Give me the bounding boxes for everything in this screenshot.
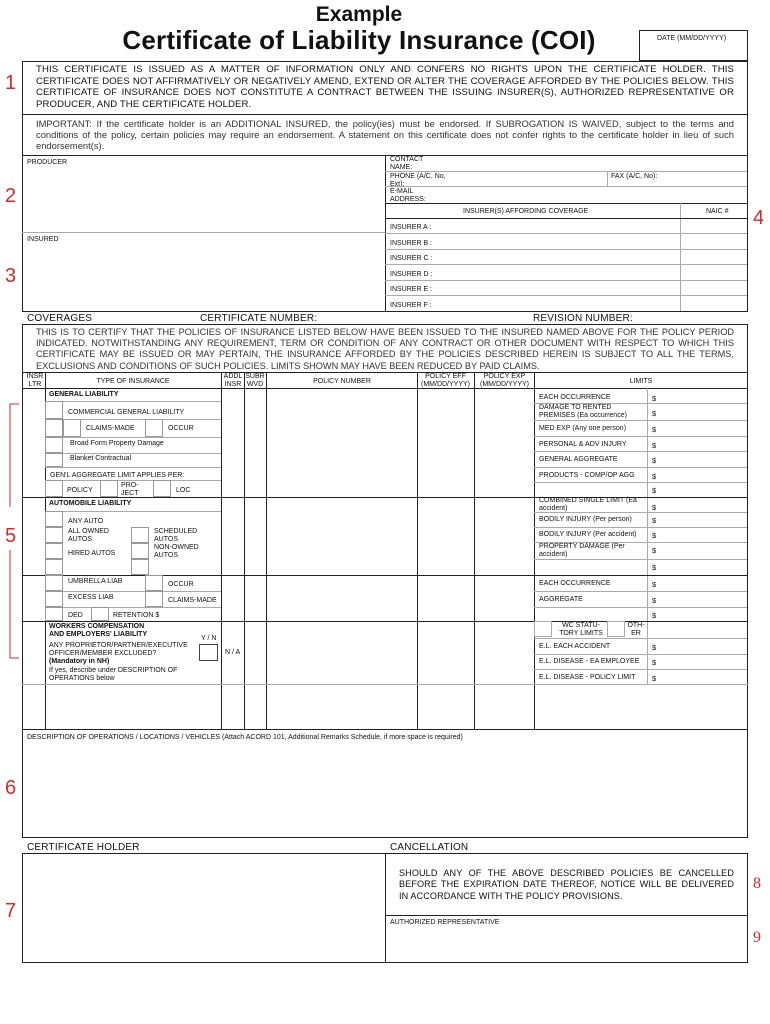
fax-label: FAX (A/C, No):	[611, 173, 658, 180]
ded-label: DED	[68, 612, 83, 619]
certificate-holder-label: CERTIFICATE HOLDER	[27, 842, 140, 853]
annotation-6: 6	[5, 777, 17, 799]
general-liability-title: GENERAL LIABILITY	[49, 391, 119, 398]
col-type: TYPE OF INSURANCE	[96, 378, 170, 385]
description-label: DESCRIPTION OF OPERATIONS / LOCATIONS / VEHICLES (Attach ACORD 101, Additional Remarks Schedule, if more space is required)	[27, 734, 463, 741]
umbrella-occur-label: OCCUR	[168, 581, 194, 588]
claims-made-label: CLAIMS-MADE	[86, 425, 135, 432]
occur-label: OCCUR	[168, 425, 194, 432]
cancellation-label: CANCELLATION	[390, 842, 469, 853]
col-policy-number: POLICY NUMBER	[313, 378, 371, 385]
wc-statutory-label: WC STATU- TORY LIMITS	[559, 622, 603, 637]
producer-label: PRODUCER	[27, 159, 68, 166]
date-label: DATE (MM/DD/YYYY)	[657, 35, 727, 42]
authorized-rep-label: AUTHORIZED REPRESENTATIVE	[390, 919, 500, 926]
phone-label: PHONE (A/C, No, Ext):	[390, 173, 446, 188]
insurer-f: INSURER F :	[390, 302, 432, 309]
limit-med-exp: MED EXP (Any one person)	[539, 425, 627, 432]
dollar-sign: $	[652, 409, 657, 418]
insurer-e: INSURER E :	[390, 286, 433, 293]
dollar-sign: $	[652, 516, 657, 525]
limit-property-damage: PROPERTY DAMAGE (Per accident)	[539, 543, 625, 558]
contact-name-label: CONTACT NAME:	[390, 156, 424, 171]
dollar-sign: $	[652, 658, 657, 667]
excess-label: EXCESS LIAB	[68, 594, 114, 601]
umbrella-claims-label: CLAIMS-MADE	[168, 597, 217, 604]
retention-label: RETENTION $	[113, 612, 160, 619]
insured-label: INSURED	[27, 236, 59, 243]
revision-number-label: REVISION NUMBER:	[533, 313, 633, 324]
limit-bodily-accident: BODILY INJURY (Per accident)	[539, 531, 637, 538]
annotation-8: 8	[753, 875, 761, 892]
page-title: Certificate of Liability Insurance (COI)	[122, 25, 596, 55]
dollar-sign: $	[652, 425, 657, 434]
all-owned-label: ALL OWNED AUTOS	[68, 528, 109, 543]
dollar-sign: $	[652, 580, 657, 589]
limit-personal-adv: PERSONAL & ADV INJURY	[539, 441, 627, 448]
limit-el-disease-employee: E.L. DISEASE - EA EMPLOYEE	[539, 658, 640, 665]
col-policy-exp: POLICY EXP (MM/DD/YYYY)	[480, 373, 529, 388]
limit-el-disease-policy: E.L. DISEASE - POLICY LIMIT	[539, 674, 636, 681]
yn-label: Y / N	[201, 635, 217, 642]
col-addl-insr: ADDL INSR	[223, 373, 243, 388]
email-label: E-MAIL ADDRESS:	[390, 188, 426, 203]
dollar-sign: $	[652, 503, 657, 512]
dollar-sign: $	[652, 531, 657, 540]
limit-bodily-person: BODILY INJURY (Per person)	[539, 516, 632, 523]
broad-form-label: Broad Form Property Damage	[70, 440, 164, 447]
wc-other-label: OTH- ER	[627, 622, 645, 637]
limit-umbrella-occurrence: EACH OCCURRENCE	[539, 580, 611, 587]
example-heading: Example	[315, 3, 403, 26]
project-label: PRO- JECT	[121, 482, 139, 497]
insurer-d: INSURER D :	[390, 271, 433, 278]
limit-products: PRODUCTS - COMP/OP AGG	[539, 472, 635, 479]
annotation-1: 1	[5, 72, 17, 94]
insurer-c: INSURER C :	[390, 255, 433, 262]
insurer-b: INSURER B :	[390, 240, 433, 247]
non-owned-label: NON-OWNED AUTOS	[154, 544, 199, 559]
workers-comp-title: WORKERS COMPENSATION	[49, 623, 145, 630]
dollar-sign: $	[652, 563, 657, 572]
col-subr-wvd: SUBR WVD	[245, 373, 265, 388]
blanket-label: Blanket Contractual	[70, 455, 132, 462]
dollar-sign: $	[652, 546, 657, 555]
limit-el-each-accident: E.L. EACH ACCIDENT	[539, 643, 611, 650]
mandatory-nh: (Mandatory in NH)	[49, 658, 110, 665]
notice-paragraph: THIS CERTIFICATE IS ISSUED AS A MATTER OF INFORMATION ONLY AND CONFERS NO RIGHTS UPON THE CERTIFICATE HOLDER. THIS CERTIFICATE DOES NOT AFFIRMATIVELY OR NEGATIVELY AMEND, EXTEND OR ALTER THE COVERAGE AFFORDED BY THE POLICIES BELOW. THIS CERTIFICATE OF INSURANCE DOES NOT CONSTITUTE A CONTRACT BETWEEN THE ISSUING INSURER(S), AUTHORIZED REPRESENTATIVE OR PRODUCER, AND THE CERTIFICATE HOLDER.	[36, 64, 734, 110]
aggregate-applies-label: GEN'L AGGREGATE LIMIT APPLIES PER:	[50, 472, 185, 479]
annotation-3: 3	[5, 265, 17, 287]
insurers-header: INSURER(S) AFFORDING COVERAGE	[463, 208, 589, 215]
naic-header: NAIC #	[706, 208, 729, 215]
annotation-2: 2	[5, 185, 17, 207]
employers-liability-title: AND EMPLOYERS' LIABILITY	[49, 631, 148, 638]
loc-label: LOC	[176, 487, 191, 494]
auto-liability-title: AUTOMOBILE LIABILITY	[49, 500, 132, 507]
annotation-4: 4	[753, 207, 765, 229]
annotation-9: 9	[753, 929, 761, 946]
annotation-5: 5	[5, 525, 17, 547]
dollar-sign: $	[652, 394, 657, 403]
dollar-sign: $	[652, 441, 657, 450]
any-auto-label: ANY AUTO	[68, 518, 104, 525]
important-paragraph: IMPORTANT: If the certificate holder is an ADDITIONAL INSURED, the policy(ies) must be endorsed. If SUBROGATION IS WAIVED, subject to the terms and conditions of the policy, certain policies may require an endorsement. A statement on this certificate does not confer rights to the certificate holder in lieu of such endorsement(s).	[36, 118, 734, 151]
dollar-sign: $	[652, 596, 657, 605]
limit-umbrella-aggregate: AGGREGATE	[539, 596, 583, 603]
dollar-sign: $	[652, 643, 657, 652]
cancellation-text: SHOULD ANY OF THE ABOVE DESCRIBED POLICIES BE CANCELLED BEFORE THE EXPIRATION DATE THEREOF, NOTICE WILL BE DELIVERED IN ACCORDANCE WITH THE POLICY PROVISIONS.	[399, 868, 734, 901]
na-label: N / A	[225, 649, 241, 656]
dollar-sign: $	[652, 611, 657, 620]
coverages-label: COVERAGES	[27, 313, 93, 324]
limit-general-aggregate: GENERAL AGGREGATE	[539, 456, 618, 463]
dollar-sign: $	[652, 674, 657, 683]
certify-statement: THIS IS TO CERTIFY THAT THE POLICIES OF INSURANCE LISTED BELOW HAVE BEEN ISSUED TO THE INSURED NAMED ABOVE FOR THE POLICY PERIOD INDICATED. NOTWITHSTANDING ANY REQUIREMENT, TERM OR CONDITION OF ANY CONTRACT OR OTHER DOCUMENT WITH RESPECT TO WHICH THIS CERTIFICATE MAY BE ISSUED OR MAY PERTAIN, THE INSURANCE AFFORDED BY THE POLICIES DESCRIBED HEREIN IS SUBJECT TO ALL THE TERMS, EXCLUSIONS AND CONDITIONS OF SUCH POLICIES. LIMITS SHOWN MAY HAVE BEEN REDUCED BY PAID CLAIMS.	[36, 327, 734, 371]
hired-autos-label: HIRED AUTOS	[68, 550, 116, 557]
limit-damage-rented: DAMAGE TO RENTED PREMISES (Ea occurrence)	[539, 404, 627, 419]
cgl-label: COMMERCIAL GENERAL LIABILITY	[68, 409, 185, 416]
if-yes-describe: If yes, describe under DESCRIPTION OF OPERATIONS below	[49, 667, 178, 682]
insurer-a: INSURER A :	[390, 224, 432, 231]
limit-combined-single: COMBINED SINGLE LIMIT (Ea accident)	[539, 497, 637, 512]
proprietor-question: ANY PROPRIETOR/PARTNER/EXECUTIVE OFFICER/MEMBER EXCLUDED?	[49, 642, 188, 657]
annotation-7: 7	[5, 900, 17, 922]
scheduled-label: SCHEDULED AUTOS	[154, 528, 198, 543]
col-limits: LIMITS	[629, 378, 653, 385]
policy-label: POLICY	[67, 487, 93, 494]
col-insr-ltr: INSR LTR	[26, 373, 44, 388]
col-policy-eff: POLICY EFF (MM/DD/YYYY)	[421, 373, 470, 388]
dollar-sign: $	[652, 456, 657, 465]
umbrella-label: UMBRELLA LIAB	[68, 578, 123, 585]
certificate-number-label: CERTIFICATE NUMBER:	[200, 313, 318, 324]
dollar-sign: $	[652, 472, 657, 481]
limit-each-occurrence: EACH OCCURRENCE	[539, 394, 611, 401]
dollar-sign: $	[652, 486, 657, 495]
